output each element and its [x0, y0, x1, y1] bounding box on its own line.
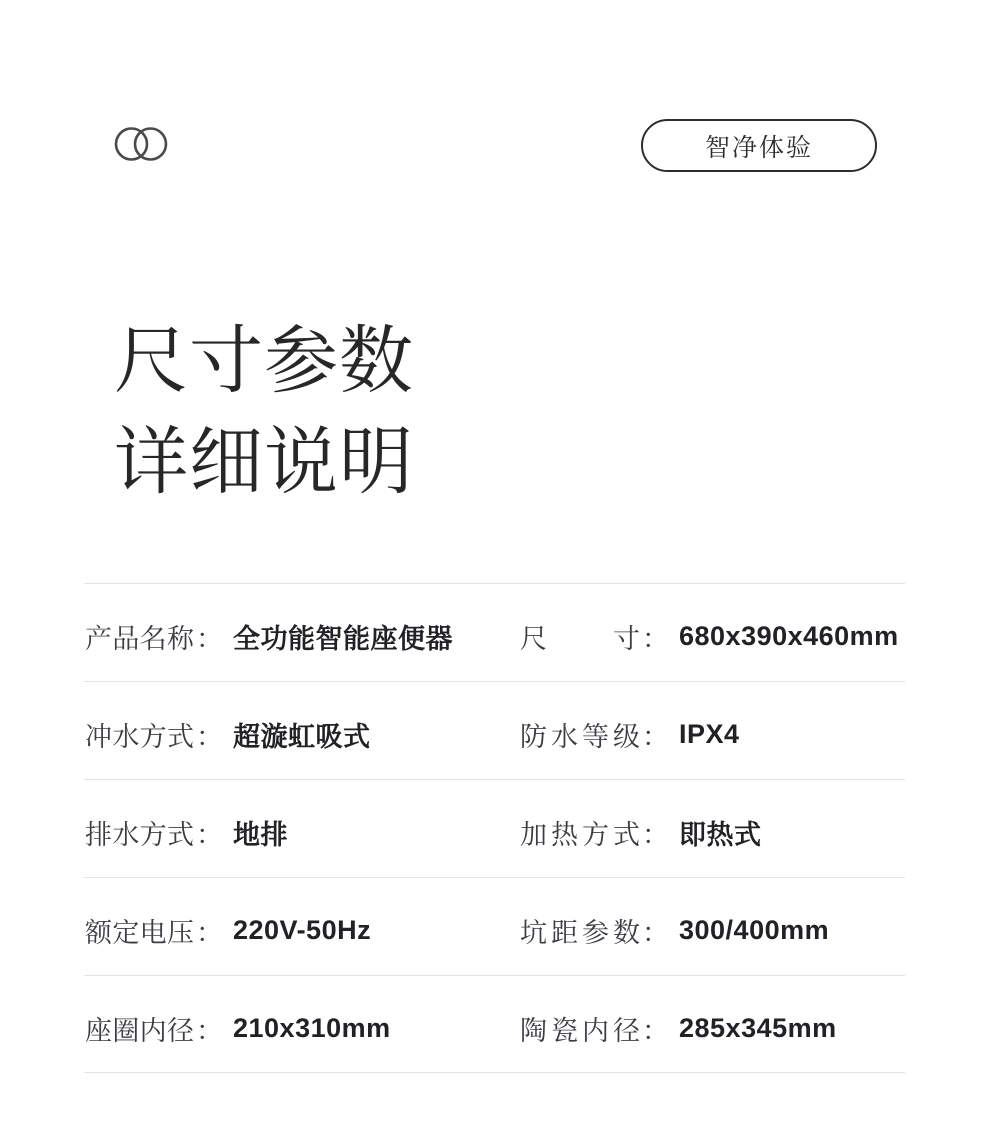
- spec-table: [84, 583, 905, 1073]
- spec-value: 超漩虹吸式: [233, 722, 371, 752]
- brand-logo: [114, 126, 168, 162]
- spec-value: 285x345mm: [679, 1012, 837, 1043]
- overlapping-circles-icon: [114, 126, 168, 162]
- spec-label: 产品名称: [85, 624, 194, 654]
- spec-value: 全功能智能座便器: [233, 624, 453, 654]
- spec-cell: [520, 584, 899, 681]
- spec-label: 陶瓷内径: [520, 1015, 640, 1046]
- spec-label: 排水方式: [85, 820, 194, 850]
- experience-badge-label: 智净体验: [704, 133, 813, 162]
- page-title-line1: 尺寸参数: [114, 319, 414, 402]
- spec-row-voltage: [84, 877, 905, 975]
- spec-colon: ：: [196, 624, 223, 654]
- spec-cell: [85, 584, 453, 681]
- spec-row-flush-type: [84, 681, 905, 779]
- spec-colon: ：: [642, 1015, 669, 1046]
- spec-cell: [520, 976, 837, 1072]
- spec-row-seat-size: [84, 975, 905, 1073]
- spec-label: 防水等级: [520, 722, 640, 752]
- spec-colon: ：: [196, 820, 223, 850]
- spec-colon: ：: [642, 820, 669, 850]
- spec-label: 额定电压: [85, 918, 194, 948]
- spec-value: 地排: [233, 820, 288, 850]
- spec-colon: ：: [642, 624, 669, 654]
- spec-cell: [85, 976, 391, 1072]
- spec-colon: ：: [642, 722, 669, 752]
- spec-cell: [520, 682, 740, 779]
- spec-row-drainage: [84, 779, 905, 877]
- spec-colon: ：: [196, 1015, 223, 1046]
- page-title: [114, 310, 414, 512]
- spec-label: 坑距参数: [520, 918, 640, 948]
- spec-cell: [85, 780, 288, 877]
- spec-value: 300/400mm: [679, 915, 830, 945]
- spec-label: 冲水方式: [85, 722, 194, 752]
- spec-cell: [520, 878, 829, 975]
- experience-badge: [641, 119, 877, 172]
- spec-cell: [85, 878, 371, 975]
- spec-value: 220V-50Hz: [233, 915, 372, 945]
- spec-value: 210x310mm: [233, 1012, 391, 1043]
- spec-row-product-name: [84, 583, 905, 681]
- spec-colon: ：: [196, 918, 223, 948]
- spec-value: IPX4: [679, 719, 740, 749]
- spec-label: 加热方式: [520, 820, 640, 850]
- spec-label: 尺寸: [520, 624, 640, 654]
- spec-cell: [520, 780, 762, 877]
- spec-label: 座圈内径: [85, 1015, 194, 1046]
- spec-value: 680x390x460mm: [679, 621, 899, 651]
- spec-cell: [85, 682, 371, 779]
- spec-colon: ：: [642, 918, 669, 948]
- spec-value: 即热式: [679, 820, 762, 850]
- spec-colon: ：: [196, 722, 223, 752]
- page-title-line2: 详细说明: [114, 420, 414, 503]
